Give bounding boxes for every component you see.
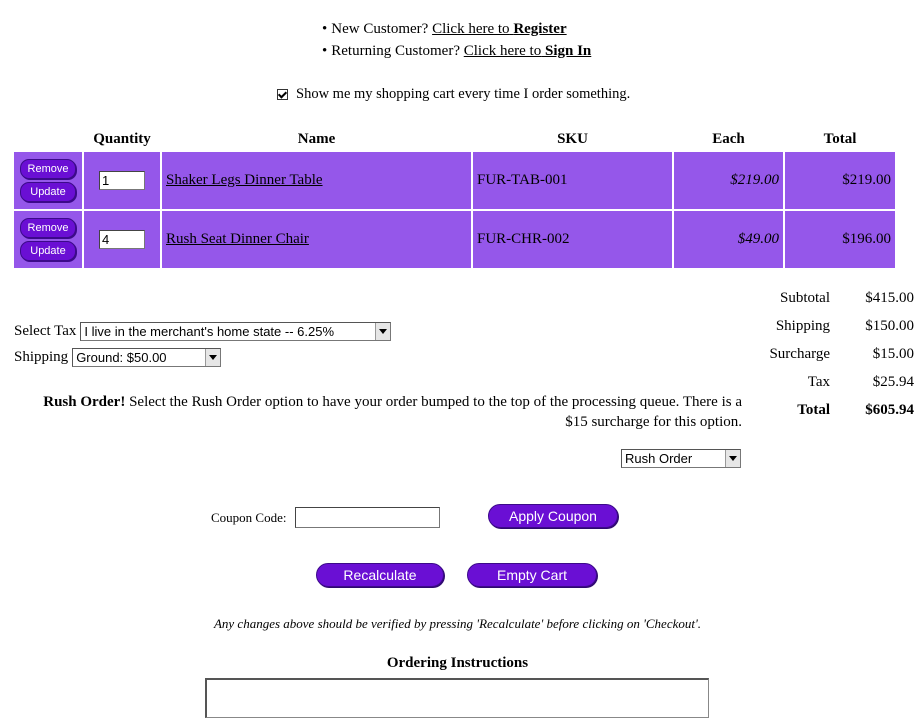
- quantity-cell: [84, 211, 160, 268]
- rush-order-description: [20, 392, 742, 432]
- order-totals: [752, 284, 914, 424]
- register-link-text: Click here to: [432, 21, 510, 37]
- grand-total-value: $605.94: [865, 401, 914, 418]
- ordering-instructions-title: Ordering Instructions: [386, 655, 529, 671]
- rush-selected-value: Rush Order: [625, 451, 693, 466]
- returning-customer-line: [322, 40, 591, 62]
- tax-select[interactable]: [80, 322, 391, 341]
- header-each: Each: [712, 130, 745, 147]
- register-link[interactable]: [432, 21, 567, 37]
- new-customer-line: [322, 18, 591, 40]
- shipping-label: Shipping: [14, 349, 69, 365]
- shipping-total-label: Shipping: [775, 317, 830, 334]
- name-cell: [162, 211, 471, 268]
- sku-cell: FUR-TAB-001: [473, 152, 672, 209]
- apply-coupon-button[interactable]: Apply Coupon: [488, 504, 618, 528]
- sign-in-link-text: Click here to: [463, 43, 542, 59]
- total-cell: $219.00: [785, 152, 895, 209]
- chevron-down-icon: [375, 323, 390, 340]
- header-sku: SKU: [557, 130, 588, 147]
- cart-row: [14, 211, 895, 268]
- grand-total-row: [752, 396, 914, 424]
- subtotal-row: [752, 284, 914, 312]
- chevron-down-icon: [205, 349, 220, 366]
- surcharge-value: $15.00: [872, 345, 914, 362]
- shipping-select[interactable]: [72, 348, 221, 367]
- account-links: [322, 18, 591, 62]
- new-customer-prefix: New Customer?: [331, 21, 429, 37]
- coupon-label: Coupon Code:: [211, 510, 287, 525]
- header-quantity: Quantity: [93, 130, 151, 147]
- shipping-total-value: $150.00: [865, 317, 914, 334]
- coupon-input[interactable]: [295, 507, 440, 528]
- row-actions: [14, 152, 82, 209]
- rush-order-text: Select the Rush Order option to have your order bumped to the top of the processing queue. There is a $15 surcharge for this option.: [129, 394, 742, 430]
- returning-customer-prefix: Returning Customer?: [331, 43, 460, 59]
- bullet: •: [322, 21, 328, 37]
- rush-order-heading: Rush Order!: [43, 394, 126, 410]
- tax-label: Select Tax: [14, 323, 77, 339]
- cart-row: [14, 152, 895, 209]
- subtotal-label: Subtotal: [779, 289, 830, 306]
- header-name: Name: [297, 130, 336, 147]
- name-cell: [162, 152, 471, 209]
- surcharge-row: [752, 340, 914, 368]
- sign-in-link-bold: Sign In: [544, 43, 592, 59]
- tax-selected-value: I live in the merchant's home state -- 6.25%: [84, 324, 335, 339]
- bullet: •: [322, 43, 328, 59]
- remove-button[interactable]: Remove: [20, 218, 76, 238]
- quantity-cell: [84, 152, 160, 209]
- cart-header-row: [14, 128, 895, 150]
- sku-cell: FUR-CHR-002: [473, 211, 672, 268]
- rush-order-select[interactable]: [621, 449, 741, 468]
- shipping-selected-value: Ground: $50.00: [76, 350, 167, 365]
- show-cart-label: Show me my shopping cart every time I order something.: [296, 86, 631, 102]
- ordering-instructions-textarea[interactable]: [205, 678, 709, 718]
- each-cell: $49.00: [674, 211, 783, 268]
- total-cell: $196.00: [785, 211, 895, 268]
- quantity-input[interactable]: 1: [99, 171, 145, 190]
- tax-total-label: Tax: [807, 373, 830, 390]
- update-button[interactable]: Update: [20, 182, 76, 202]
- surcharge-label: Surcharge: [769, 345, 830, 362]
- remove-button[interactable]: Remove: [20, 159, 76, 179]
- tax-total-value: $25.94: [872, 373, 914, 390]
- shipping-selector: [14, 348, 221, 367]
- tax-row: [752, 368, 914, 396]
- empty-cart-button[interactable]: Empty Cart: [467, 563, 597, 587]
- register-link-bold: Register: [513, 21, 567, 37]
- header-actions: [14, 128, 82, 150]
- sign-in-link[interactable]: [464, 43, 592, 59]
- product-link[interactable]: Shaker Legs Dinner Table: [166, 172, 323, 188]
- cart-table: [12, 126, 897, 270]
- show-cart-option: [277, 86, 630, 103]
- header-total: Total: [823, 130, 857, 147]
- subtotal-value: $415.00: [865, 289, 914, 306]
- shipping-row: [752, 312, 914, 340]
- tax-selector: [14, 322, 391, 341]
- product-link[interactable]: Rush Seat Dinner Chair: [166, 231, 309, 247]
- recalculate-note: Any changes above should be verified by pressing 'Recalculate' before clicking on 'Checkout'.: [213, 616, 702, 631]
- each-cell: $219.00: [674, 152, 783, 209]
- update-button[interactable]: Update: [20, 241, 76, 261]
- row-actions: [14, 211, 82, 268]
- chevron-down-icon: [725, 450, 740, 467]
- recalculate-button[interactable]: Recalculate: [316, 563, 444, 587]
- show-cart-checkbox[interactable]: [277, 89, 288, 100]
- grand-total-label: Total: [797, 401, 830, 418]
- quantity-input[interactable]: 4: [99, 230, 145, 249]
